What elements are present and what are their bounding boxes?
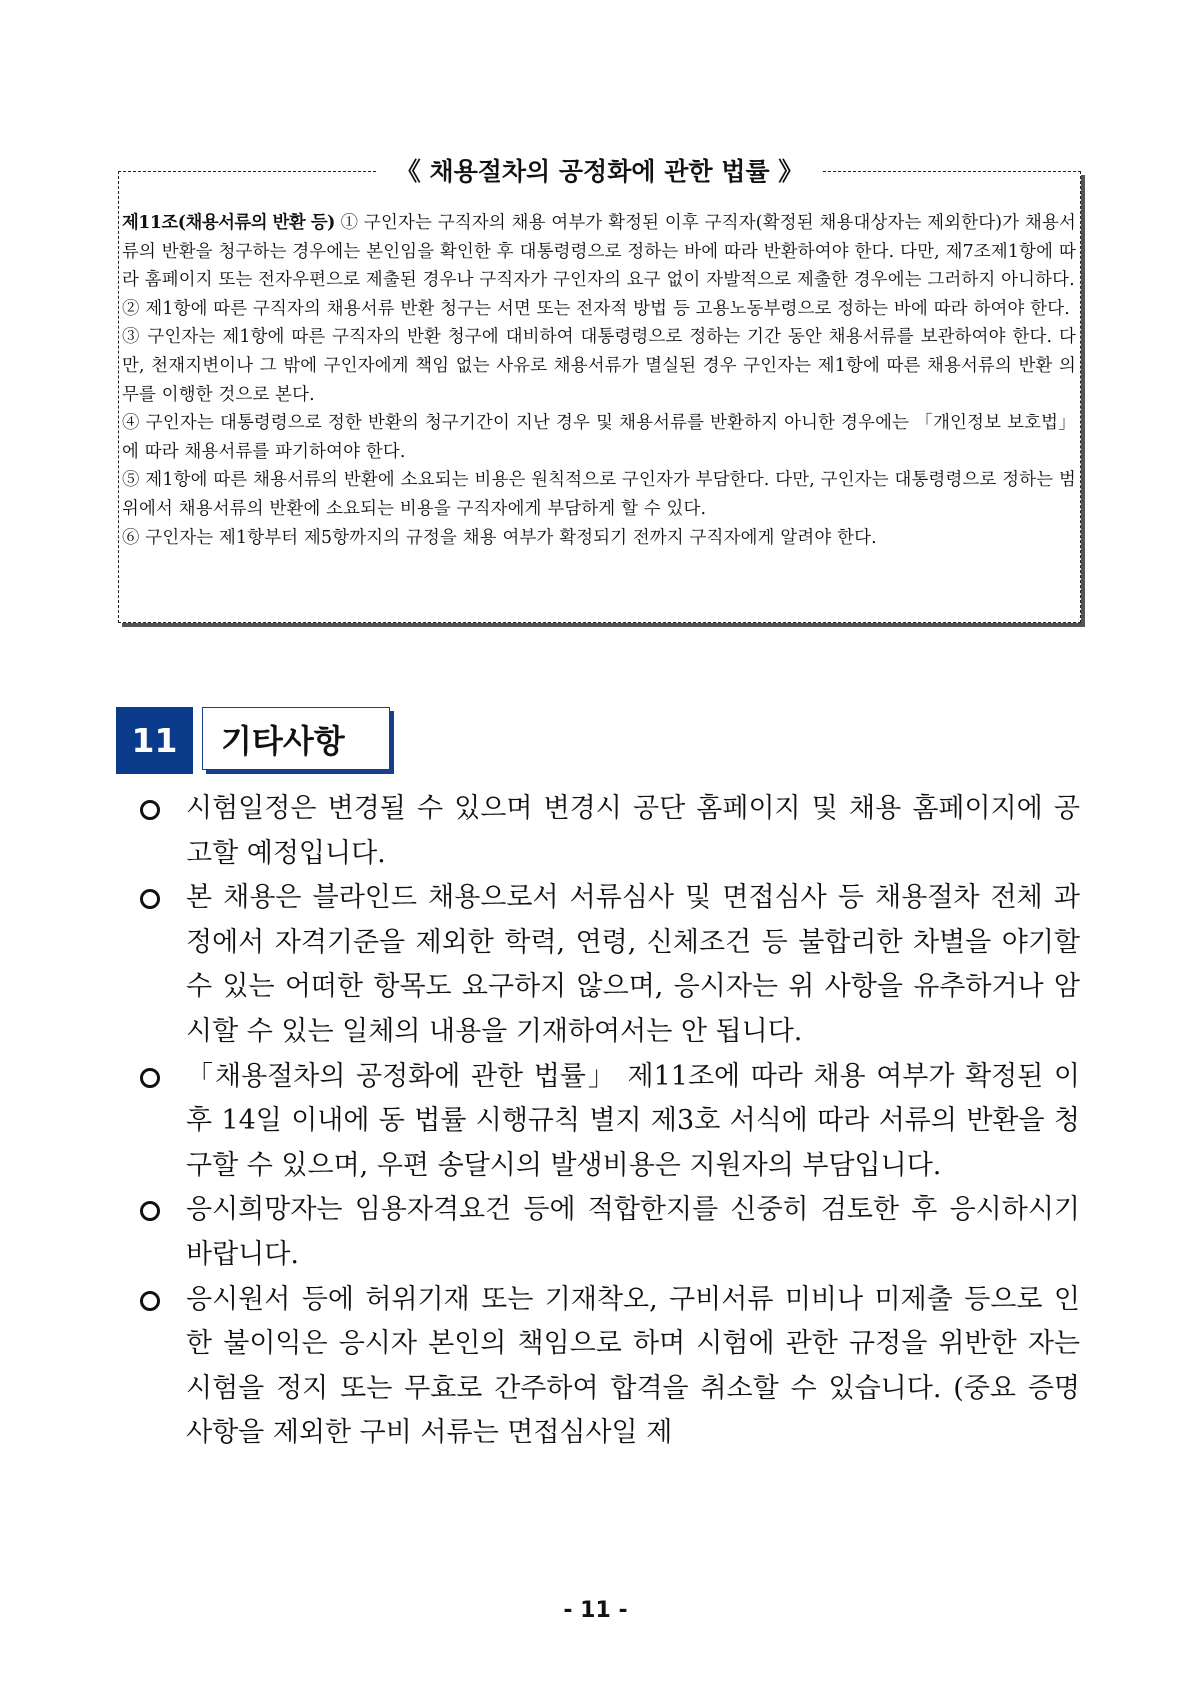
law-excerpt-box — [118, 157, 1081, 623]
hollow-circle-bullet-icon — [140, 800, 160, 820]
law-paragraph-5: ⑤ 제1항에 따른 채용서류의 반환에 소요되는 비용은 원칙적으로 구인자가 부담한다. 다만, 구인자는 대통령령으로 정하는 범위에서 채용서류의 반환에 소요되는 비용을 구직자에게 부담하게 할 수 있다. — [122, 470, 1076, 519]
section-number-badge: 11 — [116, 707, 193, 774]
page-number: - 11 - — [563, 1598, 628, 1623]
section-title: 기타사항 — [202, 707, 390, 770]
bullet-list — [140, 787, 1080, 1456]
article-heading: 제11조(채용서류의 반환 등) — [122, 213, 335, 233]
law-paragraph-6: ⑥ 구인자는 제1항부터 제5항까지의 규정을 채용 여부가 확정되기 전까지 구직자에게 알려야 한다. — [122, 527, 877, 548]
hollow-circle-bullet-icon — [140, 1201, 160, 1221]
list-item: 응시원서 등에 허위기재 또는 기재착오, 구비서류 미비나 미제출 등으로 인한 불이익은 응시자 본인의 책임으로 하며 시험에 관한 규정을 위반한 자는 시험을 정지 또는 무효로 간주하여 합격을 취소할 수 있습니다. (중요 증명 사항을 제외한 구비 서류는 면접심사일 제 — [140, 1278, 1080, 1456]
law-box-body — [122, 209, 1076, 552]
law-box-title: 《 채용절차의 공정화에 관한 법률 》 — [119, 155, 1080, 192]
law-paragraph-3: ③ 구인자는 제1항에 따른 구직자의 반환 청구에 대비하여 대통령령으로 정하는 기간 동안 채용서류를 보관하여야 한다. 다만, 천재지변이나 그 밖에 구인자에게 책임 없는 사유로 채용서류가 멸실된 경우 구인자는 제1항에 따른 채용서류의 반환 의무를 이행한 것으로 본다. — [122, 327, 1076, 405]
hollow-circle-bullet-icon — [140, 889, 160, 909]
list-item: 응시희망자는 임용자격요건 등에 적합한지를 신중히 검토한 후 응시하시기 바랍니다. — [140, 1188, 1080, 1277]
law-paragraph-4: ④ 구인자는 대통령령으로 정한 반환의 청구기간이 지난 경우 및 채용서류를 반환하지 아니한 경우에는 「개인정보 보호법」에 따라 채용서류를 파기하여야 한다. — [122, 413, 1076, 462]
law-paragraph-2: ② 제1항에 따른 구직자의 채용서류 반환 청구는 서면 또는 전자적 방법 등 고용노동부령으로 정하는 바에 따라 하여야 한다. — [122, 298, 1070, 319]
hollow-circle-bullet-icon — [140, 1291, 160, 1311]
hollow-circle-bullet-icon — [140, 1068, 160, 1088]
list-item: 본 채용은 블라인드 채용으로서 서류심사 및 면접심사 등 채용절차 전체 과정에서 자격기준을 제외한 학력, 연령, 신체조건 등 불합리한 차별을 야기할 수 있는 어떠한 항목도 요구하지 않으며, 응시자는 위 사항을 유추하거나 암시할 수 있는 일체의 내용을 기재하여서는 안 됩니다. — [140, 876, 1080, 1054]
list-item: 시험일정은 변경될 수 있으며 변경시 공단 홈페이지 및 채용 홈페이지에 공고할 예정입니다. — [140, 787, 1080, 876]
law-paragraph-1: 제11조(채용서류의 반환 등) ① 구인자는 구직자의 채용 여부가 확정된 이후 구직자(확정된 채용대상자는 제외한다)가 채용서류의 반환을 청구하는 경우에는 본인임을 확인한 후 대통령령으로 정하는 바에 따라 반환하여야 한다. 다만, 제7조제1항에 따라 홈페이지 또는 전자우편으로 제출된 경우나 구직자가 구인자의 요구 없이 자발적으로 제출한 경우에는 그러하지 아니하다. — [122, 213, 1076, 291]
list-item: 「채용절차의 공정화에 관한 법률」 제11조에 따라 채용 여부가 확정된 이후 14일 이내에 동 법률 시행규칙 별지 제3호 서식에 따라 서류의 반환을 청구할 수 있으며, 우편 송달시의 발생비용은 지원자의 부담입니다. — [140, 1055, 1080, 1189]
